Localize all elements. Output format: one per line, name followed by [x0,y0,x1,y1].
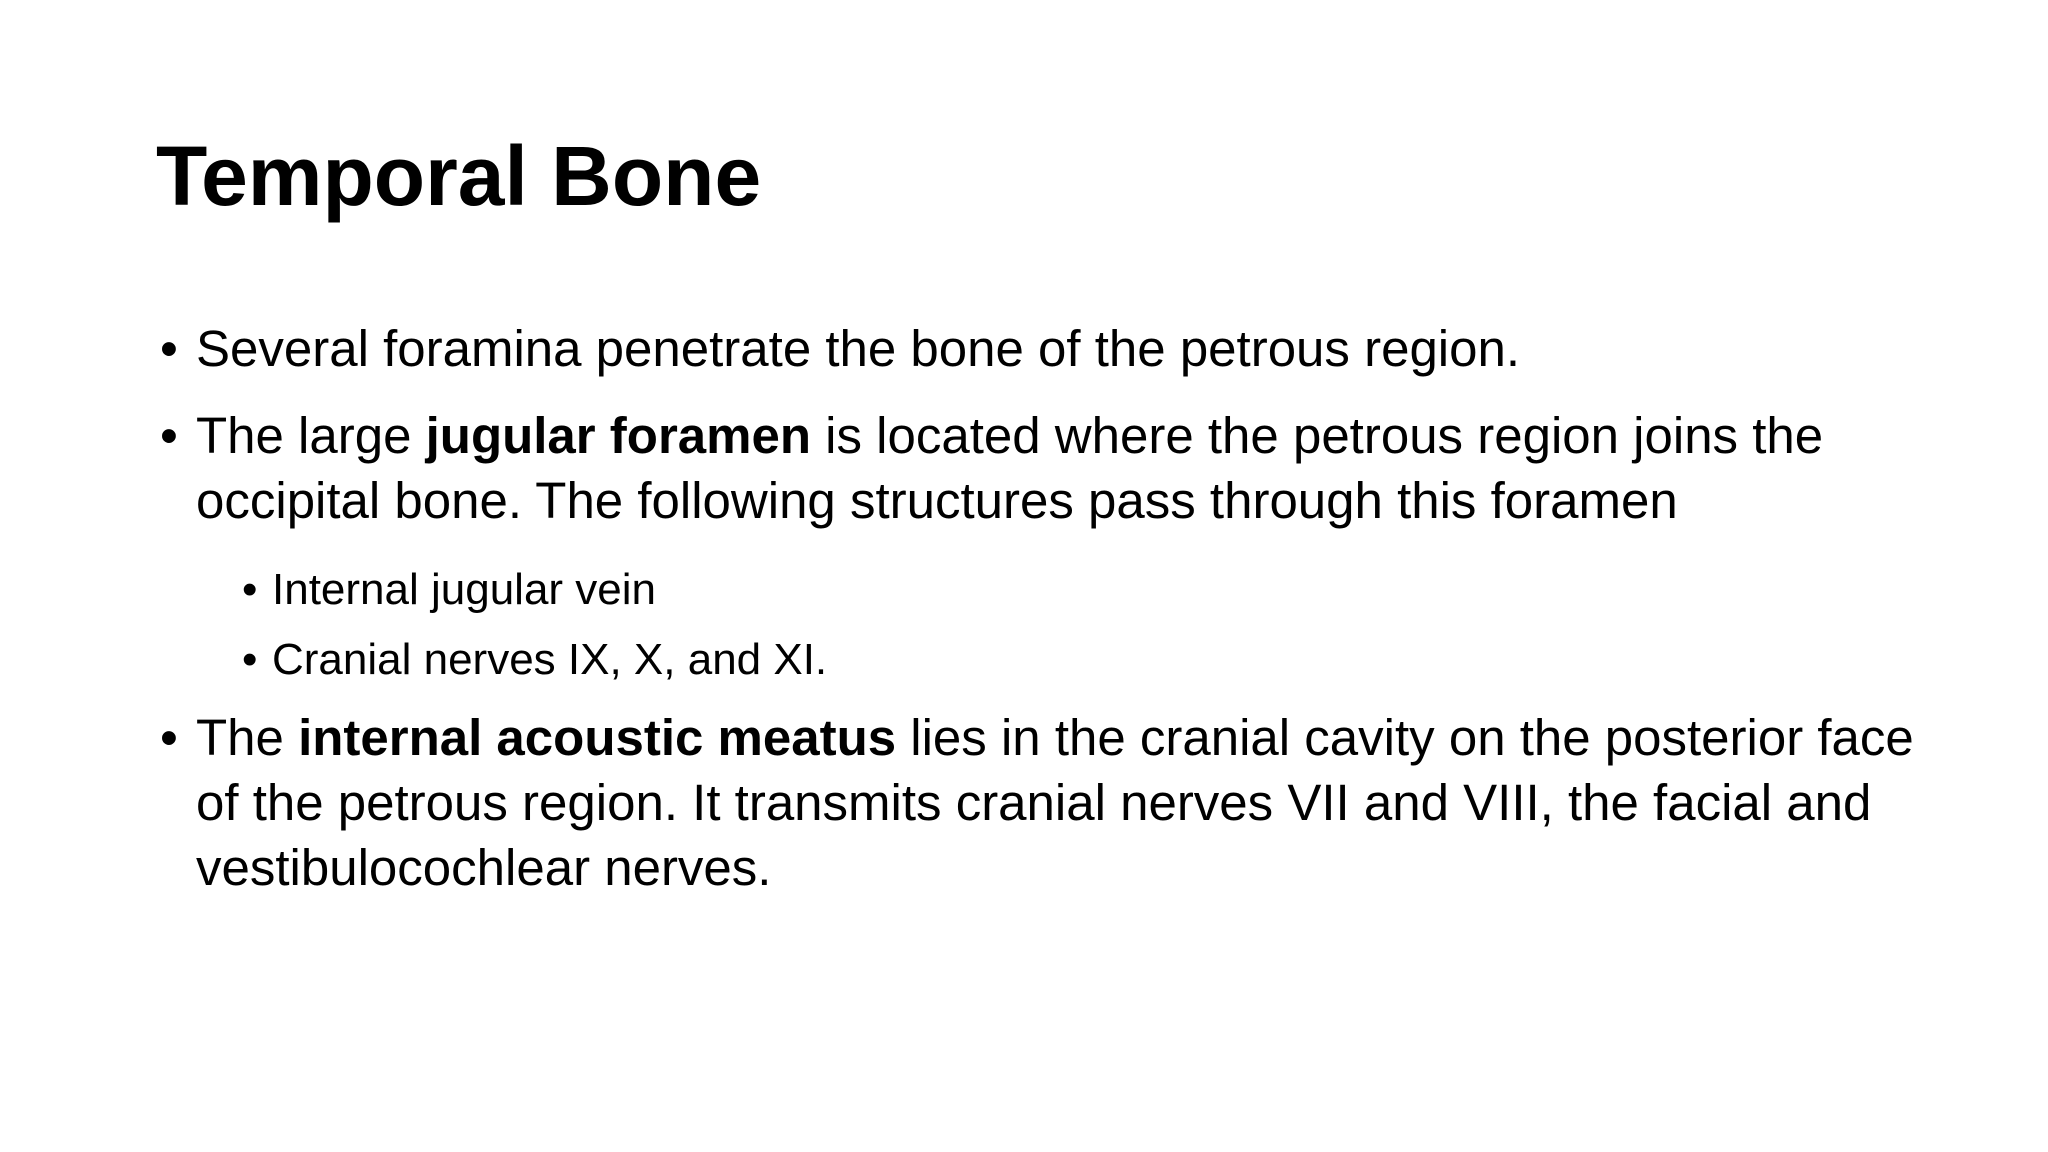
bullet-text-lead: The [196,709,299,766]
bullet-term-internal-acoustic-meatus: internal acoustic meatus [298,709,897,766]
bullet-item [160,316,1920,381]
bullet-item [160,705,1920,900]
bullet-item [160,403,1920,533]
bullet-text [196,709,1914,896]
slide-content [160,316,1920,922]
bullet-text [196,407,1823,529]
bullet-text-lead: The large [196,407,426,464]
sub-bullet-item: • Cranial nerves IX, X, and XI. [160,625,1920,695]
bullet-text-rest: lies in the cranial cavity on the posterior face of the petrous region. It transmits cranial nerves VII and VIII, the facial and vestibulocochlear nerves. [196,709,1914,896]
bullet-text: Several foramina penetrate the bone of the petrous region. [196,320,1521,377]
bullet-text-rest: is located where the petrous region joins the occipital bone. The following structures pass through this foramen [196,407,1824,529]
bullet-term-jugular-foramen: jugular foramen [425,407,812,464]
sub-bullet-item: • Internal jugular vein [160,555,1920,625]
slide-title: Temporal Bone [156,129,762,223]
sub-bullet-list [160,555,1920,695]
